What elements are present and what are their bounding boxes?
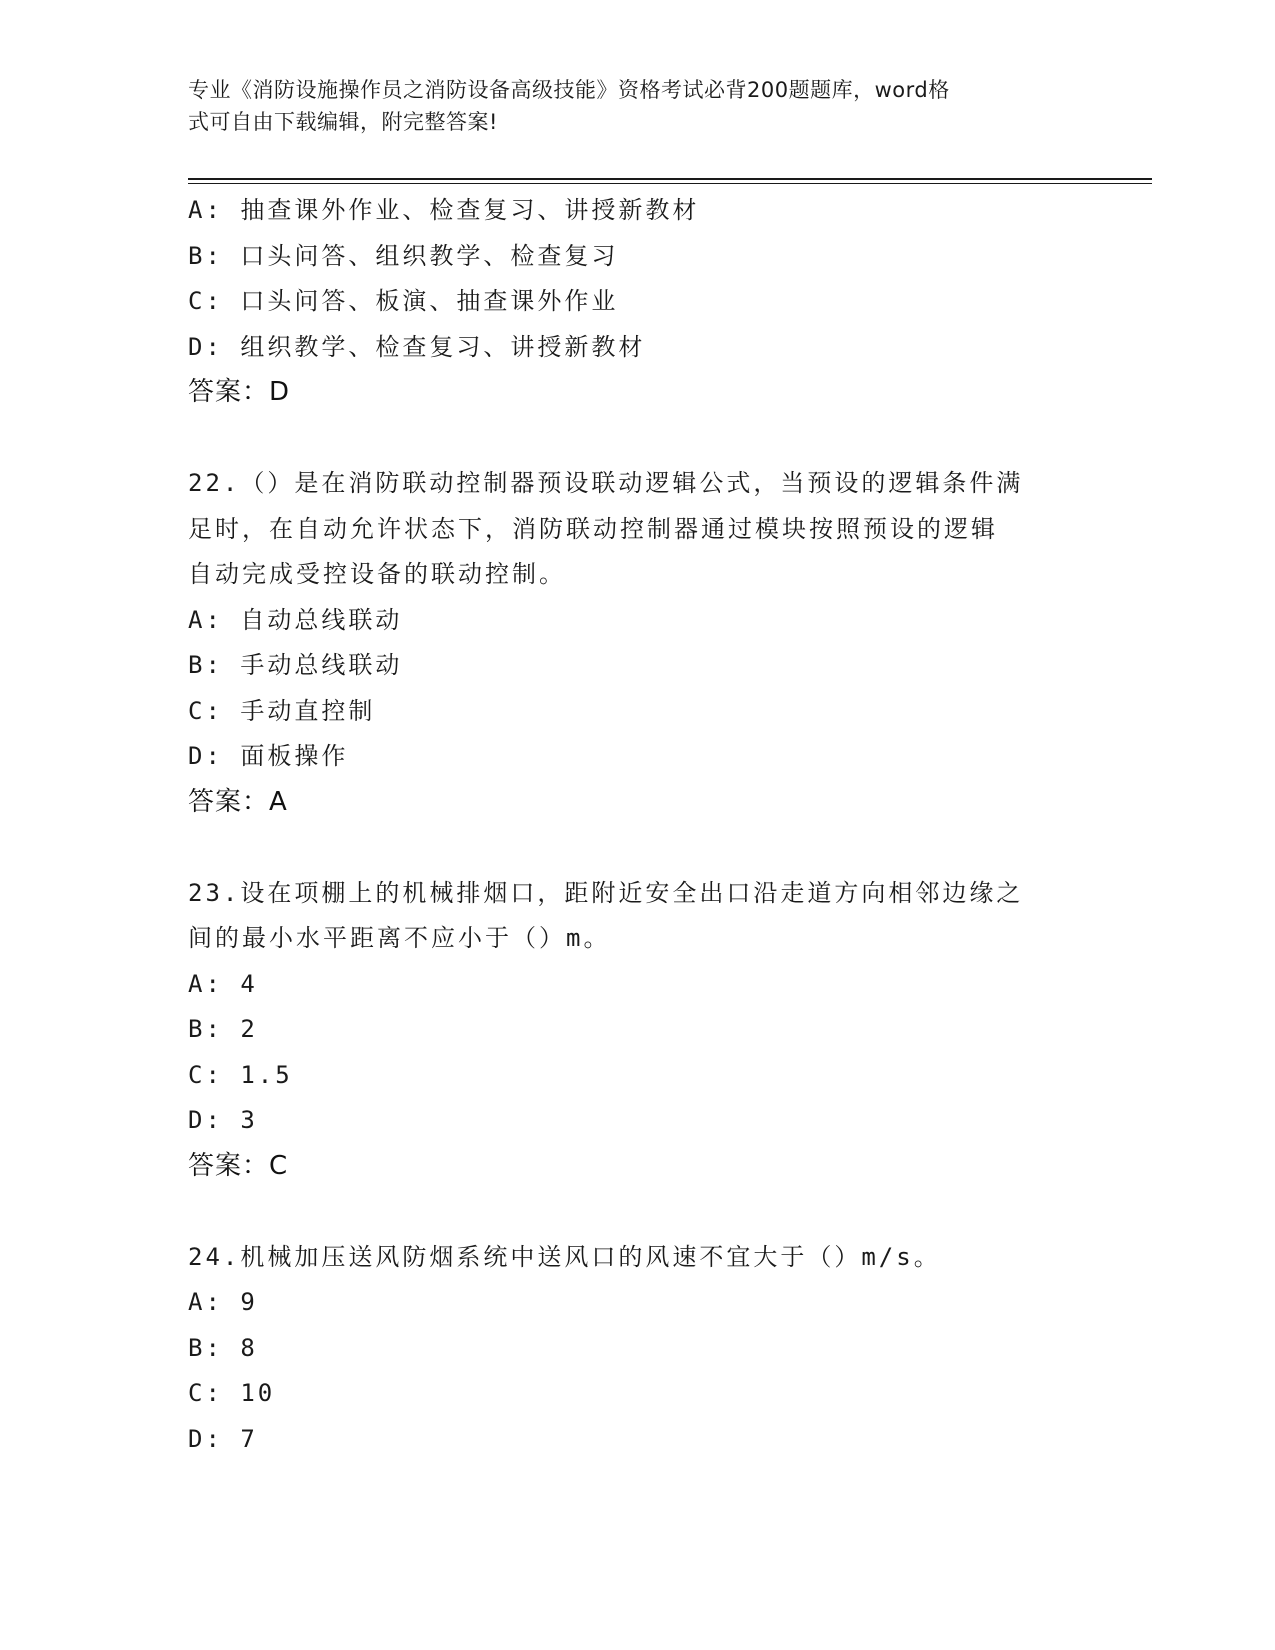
option-a: A: 抽查课外作业、检查复习、讲授新教材	[188, 196, 700, 224]
option-b: B: 8	[188, 1333, 258, 1362]
spacer	[188, 416, 1088, 462]
question-block-21	[188, 188, 1088, 416]
answer-line: 答案：C	[188, 1150, 289, 1181]
answer-line: 答案：D	[188, 377, 291, 407]
header-divider-thin	[188, 183, 1152, 184]
option-c: C: 1.5	[188, 1060, 293, 1089]
header-line-1: 专业《消防设施操作员之消防设备高级技能》资格考试必背200题题库，word格	[188, 78, 950, 102]
question-block-24	[188, 1235, 1088, 1463]
question-stem-line: 24.机械加压送风防烟系统中送风口的风速不宜大于（）m/s。	[188, 1242, 941, 1271]
header-divider-thick	[188, 178, 1152, 180]
option-b: B: 口头问答、组织教学、检查复习	[188, 241, 619, 270]
option-d: D: 面板操作	[188, 742, 349, 770]
option-a: A: 4	[188, 969, 258, 998]
option-b: B: 手动总线联动	[188, 651, 403, 679]
option-a: A: 自动总线联动	[188, 605, 403, 634]
option-d: D: 7	[188, 1424, 258, 1453]
question-stem-line: 22.（）是在消防联动控制器预设联动逻辑公式，当预设的逻辑条件满	[188, 469, 1024, 497]
question-stem-line: 间的最小水平距离不应小于（）m。	[188, 924, 611, 952]
spacer	[188, 825, 1088, 871]
option-c: C: 口头问答、板演、抽查课外作业	[188, 287, 619, 315]
question-stem-line: 自动完成受控设备的联动控制。	[188, 560, 566, 588]
option-b: B: 2	[188, 1015, 258, 1043]
answer-line: 答案：A	[188, 786, 288, 817]
spacer	[188, 1189, 1088, 1235]
question-block-23	[188, 871, 1088, 1190]
question-block-22	[188, 461, 1088, 825]
header-line-2: 式可自由下载编辑，附完整答案!	[188, 110, 498, 134]
option-a: A: 9	[188, 1288, 258, 1316]
option-d: D: 3	[188, 1106, 258, 1134]
option-c: C: 手动直控制	[188, 696, 376, 725]
document-header	[188, 74, 1068, 138]
question-stem-line: 23.设在项棚上的机械排烟口，距附近安全出口沿走道方向相邻边缘之	[188, 878, 1024, 907]
question-list	[188, 188, 1088, 1462]
option-c: C: 10	[188, 1379, 276, 1407]
question-stem-line: 足时，在自动允许状态下，消防联动控制器通过模块按照预设的逻辑	[188, 514, 998, 543]
option-d: D: 组织教学、检查复习、讲授新教材	[188, 332, 646, 361]
